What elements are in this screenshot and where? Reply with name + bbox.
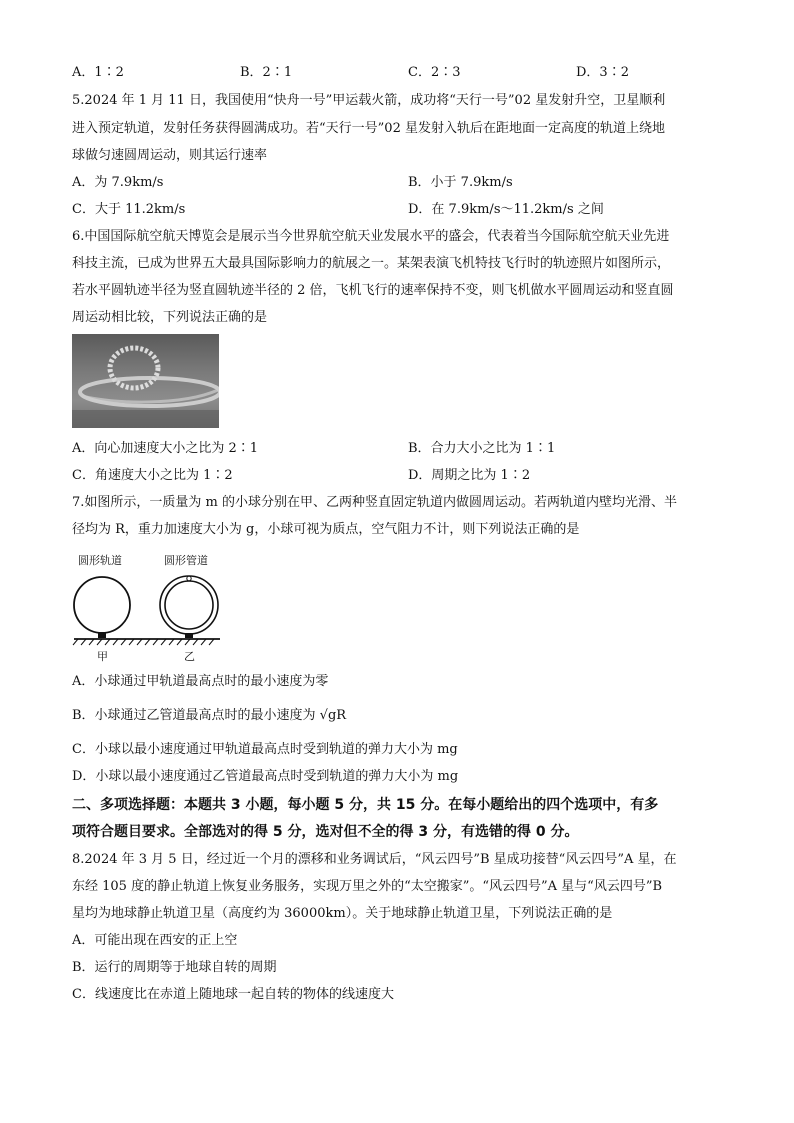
q8-stem-line-3: 星均为地球静止轨道卫星（高度约为 36000km）。关于地球静止轨道卫星，下列说法正确的是 bbox=[72, 906, 613, 921]
section2-heading-line-2: 项符合题目要求。全部选对的得 5 分，选对但不全的得 3 分，有选错的得 0 分。 bbox=[72, 824, 579, 840]
q5-option-c: C．大于 11.2km/s bbox=[72, 202, 186, 217]
q5-stem-line-2: 进入预定轨道，发射任务获得圆满成功。若“天行一号”02 星发射入轨后在距地面一定高度的轨道上绕地 bbox=[72, 121, 665, 136]
q8-stem-line-1: 8.2024 年 3 月 5 日，经过近一个月的漂移和业务调试后，“风云四号”B 星成功接替“风云四号”A 星，在 bbox=[72, 852, 677, 867]
q4-option-d: D．3∶2 bbox=[576, 65, 629, 80]
q7-stem-line-1: 7.如图所示，一质量为 m 的小球分别在甲、乙两种竖直固定轨道内做圆周运动。若两轨道内壁均光滑、半 bbox=[72, 495, 677, 510]
track-diagram bbox=[72, 550, 222, 665]
q8-option-b: B．运行的周期等于地球自转的周期 bbox=[72, 960, 277, 975]
section2-heading-line-1: 二、多项选择题：本题共 3 小题，每小题 5 分，共 15 分。在每小题给出的四个选项中，有多 bbox=[72, 797, 659, 813]
q5-stem-line-1: 5.2024 年 1 月 11 日，我国使用“快舟一号”甲运载火箭，成功将“天行一号”02 星发射升空，卫星顺利 bbox=[72, 93, 666, 108]
q7-option-c: C．小球以最小速度通过甲轨道最高点时受到轨道的弹力大小为 mg bbox=[72, 742, 458, 757]
q6-stem-line-1: 6.中国国际航空航天博览会是展示当今世界航空航天业发展水平的盛会，代表着当今国际航空航天业先进 bbox=[72, 229, 670, 244]
q4-option-a: A．1∶2 bbox=[72, 65, 124, 80]
q7-stem-line-2: 径均为 R，重力加速度大小为 g，小球可视为质点，空气阻力不计，则下列说法正确的是 bbox=[72, 522, 580, 537]
q4-option-b: B．2∶1 bbox=[240, 65, 293, 80]
q5-option-d: D．在 7.9km/s～11.2km/s 之间 bbox=[408, 202, 604, 217]
q7-option-d: D．小球以最小速度通过乙管道最高点时受到轨道的弹力大小为 mg bbox=[72, 769, 459, 784]
caption-jia: 甲 bbox=[97, 650, 108, 663]
q8-stem-line-2: 东经 105 度的静止轨道上恢复业务服务，实现万里之外的“太空搬家”。“风云四号”A 星与“风云四号”B bbox=[72, 879, 663, 894]
q6-stem-line-3: 若水平圆轨迹半径为竖直圆轨迹半径的 2 倍，飞机飞行的速率保持不变，则飞机做水平圆周运动和竖直圆 bbox=[72, 283, 674, 298]
label-circular-tube: 圆形管道 bbox=[164, 554, 208, 567]
q6-stem-line-2: 科技主流，已成为世界五大最具国际影响力的航展之一。某架表演飞机特技飞行时的轨迹照片如图所示， bbox=[72, 256, 671, 271]
q7-option-a: A．小球通过甲轨道最高点时的最小速度为零 bbox=[72, 674, 329, 689]
caption-yi: 乙 bbox=[184, 650, 195, 663]
q5-option-b: B．小于 7.9km/s bbox=[408, 175, 513, 190]
q4-option-c: C．2∶3 bbox=[408, 65, 461, 80]
q6-option-a: A．向心加速度大小之比为 2∶1 bbox=[72, 441, 259, 456]
q6-option-c: C．角速度大小之比为 1∶2 bbox=[72, 468, 233, 483]
q6-option-d: D．周期之比为 1∶2 bbox=[408, 468, 531, 483]
q6-option-b: B．合力大小之比为 1∶1 bbox=[408, 441, 556, 456]
q7-option-b: B．小球通过乙管道最高点时的最小速度为 √gR bbox=[72, 708, 347, 723]
label-circular-track: 圆形轨道 bbox=[78, 554, 122, 567]
q5-option-a: A．为 7.9km/s bbox=[72, 175, 164, 190]
q8-option-c: C．线速度比在赤道上随地球一起自转的物体的线速度大 bbox=[72, 987, 394, 1002]
q8-option-a: A．可能出现在西安的正上空 bbox=[72, 933, 238, 948]
q5-stem-line-3: 球做匀速圆周运动，则其运行速率 bbox=[72, 148, 268, 163]
q6-stem-line-4: 周运动相比较，下列说法正确的是 bbox=[72, 310, 268, 325]
airshow-trail-photo bbox=[72, 334, 219, 428]
